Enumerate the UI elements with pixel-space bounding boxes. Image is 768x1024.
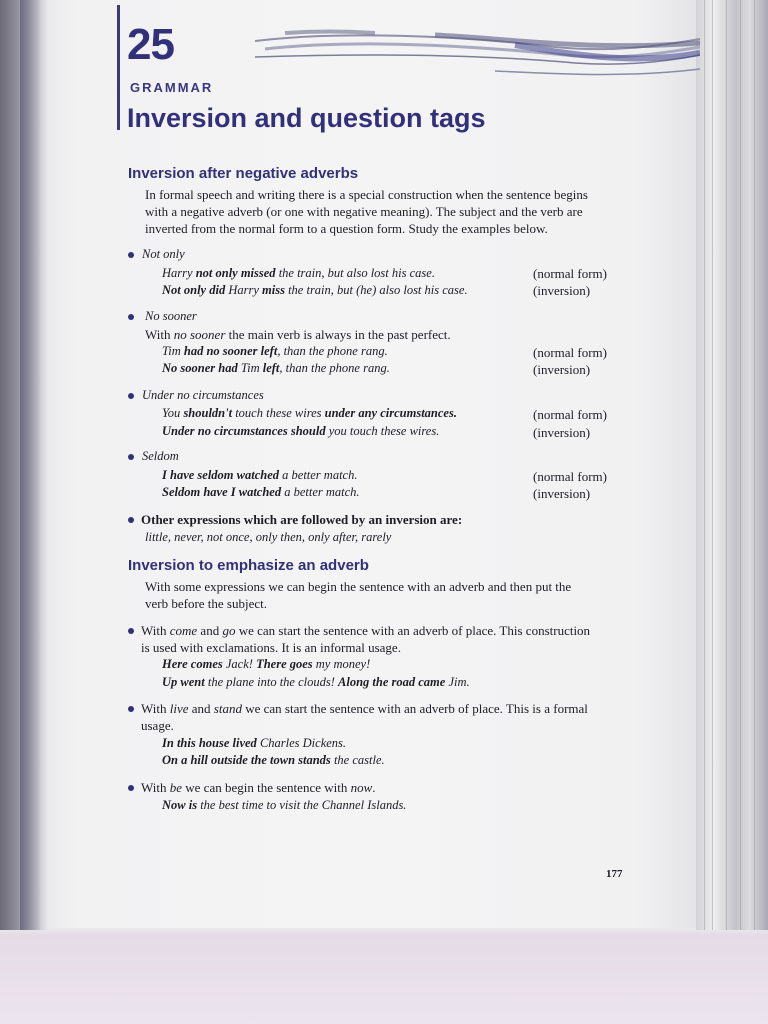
page-stack-edge: [696, 0, 768, 930]
example-live-stand-2: On a hill outside the town stands the castle.: [162, 753, 385, 767]
example-come-go-1: Here comes Jack! There goes my money!: [162, 657, 371, 671]
section-heading-negative-adverbs: Inversion after negative adverbs: [128, 165, 359, 182]
example-be-now: Now is the best time to visit the Channel Islands.: [162, 798, 407, 812]
label-normal-form: (normal form): [533, 266, 608, 281]
other-expressions-list: little, never, not once, only then, only after, rarely: [145, 530, 392, 544]
example-seldom-normal: I have seldom watched a better match.: [162, 468, 358, 482]
example-under-no-normal: You shouldn't touch these wires under any circumstances.: [162, 406, 457, 420]
section-heading-emphasize-adverb: Inversion to emphasize an adverb: [128, 557, 369, 574]
chapter-number: 25: [127, 20, 174, 69]
note-no-sooner: With no sooner the main verb is always in the past perfect.: [145, 327, 451, 342]
rule-come-go-line-2: is used with exclamations. It is an informal usage.: [141, 640, 401, 655]
section2-intro-line-2: verb before the subject.: [145, 596, 268, 611]
header-swoosh-decoration: [255, 25, 700, 85]
bullet-icon: [128, 706, 134, 712]
intro-line-3: inverted from the normal form to a question form. Study the examples below.: [145, 221, 548, 236]
bullet-icon: [128, 252, 134, 258]
bullet-icon: [128, 785, 134, 791]
example-seldom-inversion: Seldom have I watched a better match.: [162, 485, 360, 499]
example-come-go-2: Up went the plane into the clouds! Along the road came Jim.: [162, 675, 470, 689]
bullet-icon: [128, 628, 134, 634]
example-not-only-inversion: Not only did Harry miss the train, but (he) also lost his case.: [162, 283, 468, 297]
bullet-icon: [128, 393, 134, 399]
rule-be-now: With be we can begin the sentence with now.: [141, 780, 376, 795]
page-title: Inversion and question tags: [127, 103, 486, 133]
label-normal-form: (normal form): [533, 407, 608, 422]
item-title-under-no-circumstances: Under no circumstances: [142, 388, 264, 402]
intro-line-1: In formal speech and writing there is a special construction when the sentence begins: [145, 187, 588, 202]
example-no-sooner-inversion: No sooner had Tim left, than the phone rang.: [162, 361, 390, 375]
example-under-no-inversion: Under no circumstances should you touch these wires.: [162, 424, 440, 438]
intro-line-2: with a negative adverb (or one with negative meaning). The subject and the verb are: [145, 204, 583, 219]
example-live-stand-1: In this house lived Charles Dickens.: [162, 736, 347, 750]
bullet-icon: [128, 314, 134, 320]
label-inversion: (inversion): [533, 486, 591, 501]
section2-intro-line-1: With some expressions we can begin the sentence with an adverb and then put the: [145, 579, 572, 594]
item-title-seldom: Seldom: [142, 449, 179, 463]
label-normal-form: (normal form): [533, 345, 608, 360]
bullet-icon: [128, 517, 134, 523]
label-inversion: (inversion): [533, 283, 591, 298]
example-not-only-normal: Harry not only missed the train, but also lost his case.: [162, 266, 435, 280]
label-inversion: (inversion): [533, 362, 591, 377]
bullet-icon: [128, 454, 134, 460]
rule-live-stand-line-1: With live and stand we can start the sentence with an adverb of place. This is a formal: [141, 701, 588, 716]
book-spine-shadow-inner: [20, 0, 48, 930]
page-number: 177: [606, 868, 623, 880]
section-label: GRAMMAR: [130, 80, 214, 95]
example-no-sooner-normal: Tim had no sooner left, than the phone rang.: [162, 344, 388, 358]
label-inversion: (inversion): [533, 425, 591, 440]
item-title-no-sooner: No sooner: [145, 309, 197, 323]
chapter-bar: [117, 5, 120, 130]
rule-live-stand-line-2: usage.: [141, 718, 174, 733]
item-title-other-expressions: Other expressions which are followed by an inversion are:: [141, 512, 463, 527]
rule-come-go-line-1: With come and go we can start the sentence with an adverb of place. This construction: [141, 623, 591, 638]
label-normal-form: (normal form): [533, 469, 608, 484]
item-title-not-only: Not only: [142, 247, 185, 261]
